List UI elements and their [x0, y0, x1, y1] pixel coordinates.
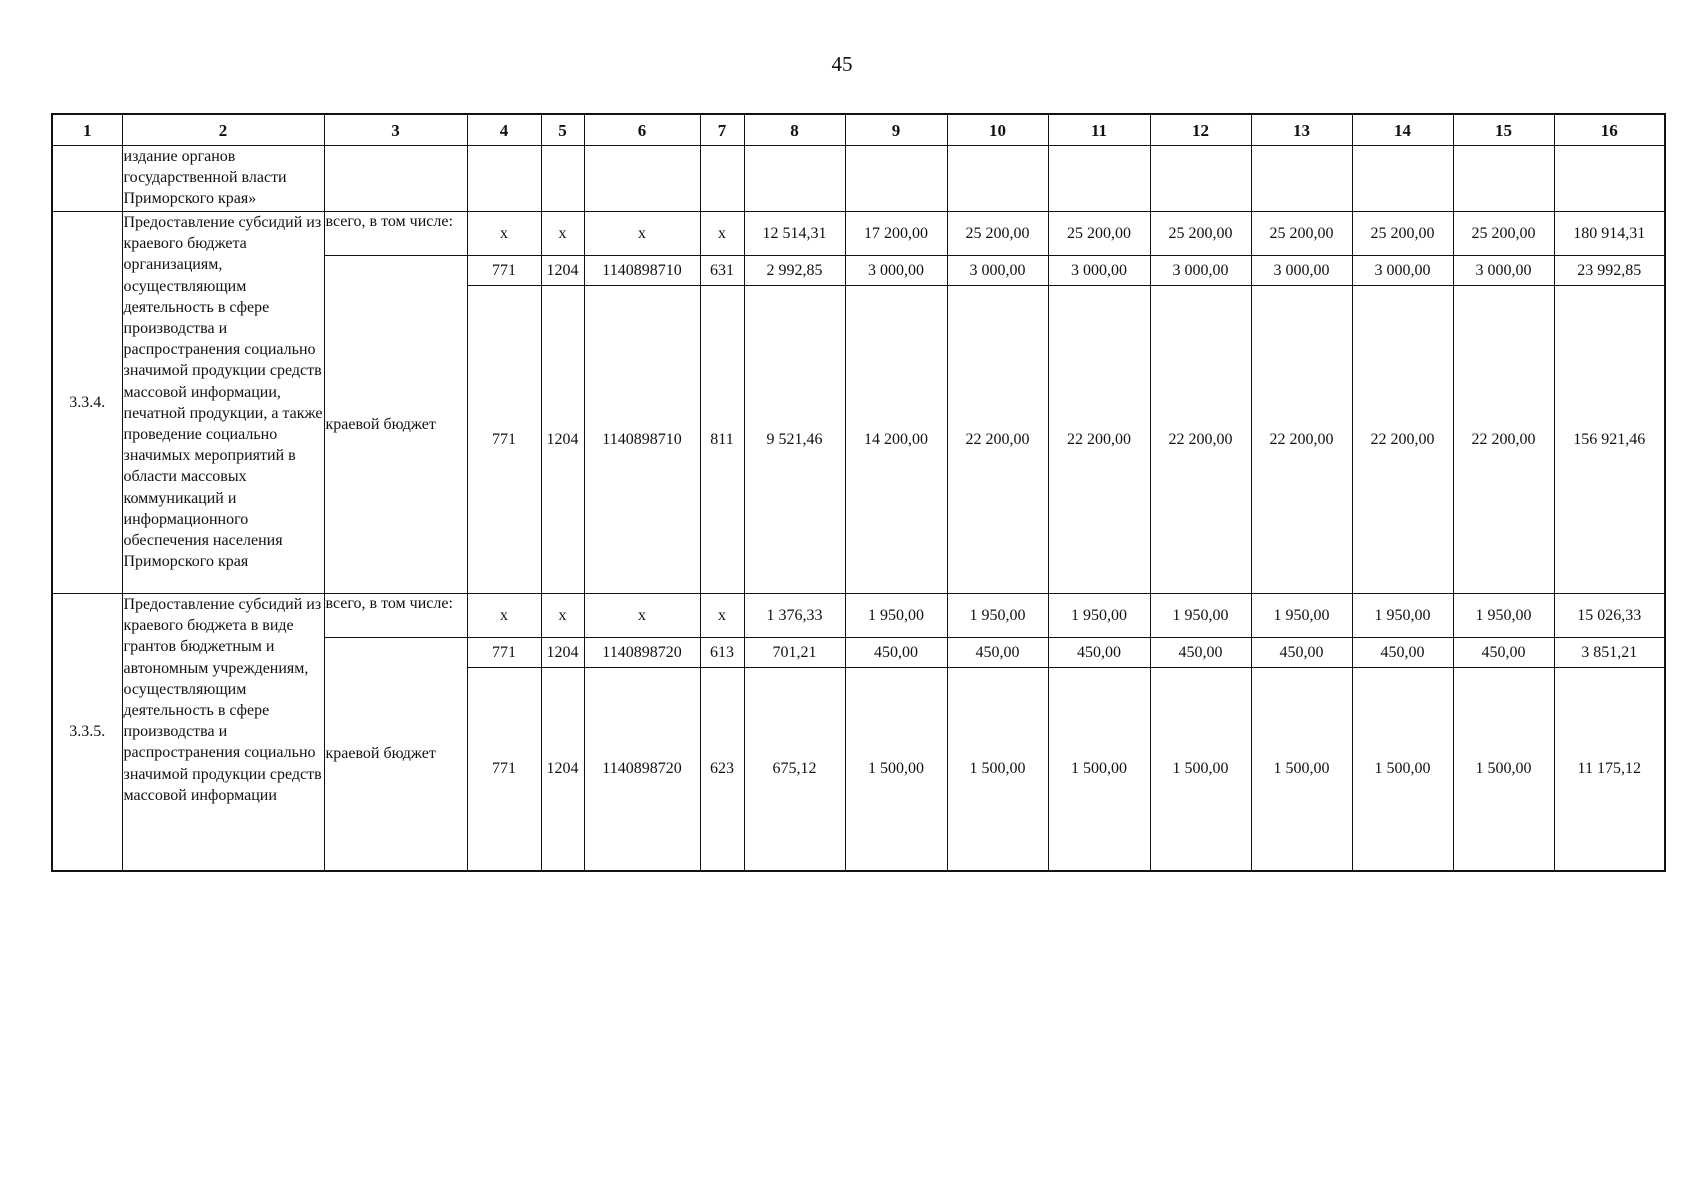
column-header: 5 — [541, 114, 584, 146]
total-cell: 1 950,00 — [947, 594, 1048, 638]
total-cell: 1 950,00 — [1352, 594, 1453, 638]
sub-cell: 22 200,00 — [1251, 286, 1352, 594]
total-cell: 1 950,00 — [1453, 594, 1554, 638]
sub-cell: 450,00 — [845, 638, 947, 668]
sub-cell: 450,00 — [1453, 638, 1554, 668]
sub-cell: 450,00 — [1352, 638, 1453, 668]
total-cell: 180 914,31 — [1554, 212, 1665, 256]
column-header: 8 — [744, 114, 845, 146]
total-cell: 1 950,00 — [1150, 594, 1251, 638]
total-label: всего, в том числе: — [324, 594, 467, 638]
column-header: 10 — [947, 114, 1048, 146]
column-header: 9 — [845, 114, 947, 146]
total-cell: 25 200,00 — [947, 212, 1048, 256]
sub-cell: 675,12 — [744, 668, 845, 871]
column-header: 3 — [324, 114, 467, 146]
sub-cell: 9 521,46 — [744, 286, 845, 594]
continuation-description: издание органов государственной власти Приморского края» — [122, 146, 324, 212]
total-cell: x — [700, 594, 744, 638]
column-header: 7 — [700, 114, 744, 146]
total-cell: 12 514,31 — [744, 212, 845, 256]
sub-cell: 3 000,00 — [1453, 256, 1554, 286]
item-number: 3.3.4. — [52, 212, 122, 594]
column-header: 14 — [1352, 114, 1453, 146]
continuation-row — [52, 146, 1665, 212]
sub-cell: 771 — [467, 638, 541, 668]
column-header: 13 — [1251, 114, 1352, 146]
sub-cell: 623 — [700, 668, 744, 871]
total-cell: 25 200,00 — [1352, 212, 1453, 256]
total-cell: x — [467, 212, 541, 256]
sub-cell: 2 992,85 — [744, 256, 845, 286]
sub-cell: 1204 — [541, 638, 584, 668]
sub-cell: 14 200,00 — [845, 286, 947, 594]
item-number: 3.3.5. — [52, 594, 122, 871]
sub-cell: 1140898710 — [584, 286, 700, 594]
sub-cell: 22 200,00 — [1150, 286, 1251, 594]
total-cell: x — [584, 212, 700, 256]
sub-cell: 613 — [700, 638, 744, 668]
column-header: 1 — [52, 114, 122, 146]
total-label: всего, в том числе: — [324, 212, 467, 256]
sub-cell: 1 500,00 — [947, 668, 1048, 871]
column-header: 6 — [584, 114, 700, 146]
sub-cell: 771 — [467, 256, 541, 286]
total-cell: 1 950,00 — [845, 594, 947, 638]
sub-cell: 22 200,00 — [1048, 286, 1150, 594]
sub-cell: 3 000,00 — [1251, 256, 1352, 286]
item-total-row — [52, 212, 1665, 256]
sub-cell: 23 992,85 — [1554, 256, 1665, 286]
sub-cell: 1140898710 — [584, 256, 700, 286]
total-cell: 25 200,00 — [1251, 212, 1352, 256]
sub-cell: 1 500,00 — [1048, 668, 1150, 871]
sub-cell: 771 — [467, 286, 541, 594]
total-cell: 25 200,00 — [1453, 212, 1554, 256]
total-cell: x — [467, 594, 541, 638]
sub-cell: 1140898720 — [584, 638, 700, 668]
sub-cell: 3 000,00 — [845, 256, 947, 286]
item-total-row — [52, 594, 1665, 638]
column-header: 15 — [1453, 114, 1554, 146]
sub-cell: 1 500,00 — [1453, 668, 1554, 871]
total-cell: 25 200,00 — [1048, 212, 1150, 256]
column-header: 12 — [1150, 114, 1251, 146]
sub-cell: 1204 — [541, 668, 584, 871]
sub-cell: 771 — [467, 668, 541, 871]
sub-cell: 1204 — [541, 256, 584, 286]
sub-cell: 3 000,00 — [1048, 256, 1150, 286]
funding-source: краевой бюджет — [324, 256, 467, 594]
column-header: 4 — [467, 114, 541, 146]
total-cell: 1 950,00 — [1251, 594, 1352, 638]
sub-cell: 450,00 — [1048, 638, 1150, 668]
item-description: Предоставление субсидий из краевого бюджета организациям, осуществляющим деятельность в сфере производства и распространения социально значимой продукции средств массовой информации, печатной продукции, а также проведение социально значимых мероприятий в области массовых коммуникаций и информационного обеспечения населения Приморского края — [122, 212, 324, 594]
column-header: 2 — [122, 114, 324, 146]
column-header: 11 — [1048, 114, 1150, 146]
total-cell: 1 376,33 — [744, 594, 845, 638]
total-cell: 17 200,00 — [845, 212, 947, 256]
total-cell: x — [541, 594, 584, 638]
sub-cell: 3 000,00 — [1150, 256, 1251, 286]
item-description: Предоставление субсидий из краевого бюджета в виде грантов бюджетным и автономным учреждениям, осуществляющим деятельность в сфере производства и распространения социально значимой продукции средств массовой информации — [122, 594, 324, 871]
sub-cell: 22 200,00 — [947, 286, 1048, 594]
total-cell: 15 026,33 — [1554, 594, 1665, 638]
sub-cell: 11 175,12 — [1554, 668, 1665, 871]
sub-cell: 631 — [700, 256, 744, 286]
sub-cell: 1204 — [541, 286, 584, 594]
total-cell: 25 200,00 — [1150, 212, 1251, 256]
sub-cell: 1 500,00 — [1150, 668, 1251, 871]
column-header: 16 — [1554, 114, 1665, 146]
sub-cell: 1 500,00 — [1352, 668, 1453, 871]
total-cell: x — [541, 212, 584, 256]
funding-source: краевой бюджет — [324, 638, 467, 871]
sub-cell: 3 851,21 — [1554, 638, 1665, 668]
sub-cell: 450,00 — [947, 638, 1048, 668]
sub-cell: 1140898720 — [584, 668, 700, 871]
sub-cell: 3 000,00 — [1352, 256, 1453, 286]
sub-cell: 450,00 — [1251, 638, 1352, 668]
sub-cell: 22 200,00 — [1453, 286, 1554, 594]
sub-cell: 450,00 — [1150, 638, 1251, 668]
total-cell: x — [584, 594, 700, 638]
sub-cell: 1 500,00 — [1251, 668, 1352, 871]
page-number: 45 — [831, 52, 853, 76]
sub-cell: 3 000,00 — [947, 256, 1048, 286]
sub-cell: 701,21 — [744, 638, 845, 668]
sub-cell: 1 500,00 — [845, 668, 947, 871]
sub-cell: 156 921,46 — [1554, 286, 1665, 594]
sub-cell: 22 200,00 — [1352, 286, 1453, 594]
budget-table — [51, 113, 1666, 872]
column-number-row — [52, 114, 1665, 146]
total-cell: 1 950,00 — [1048, 594, 1150, 638]
sub-cell: 811 — [700, 286, 744, 594]
item-number-cell — [52, 146, 122, 212]
total-cell: x — [700, 212, 744, 256]
